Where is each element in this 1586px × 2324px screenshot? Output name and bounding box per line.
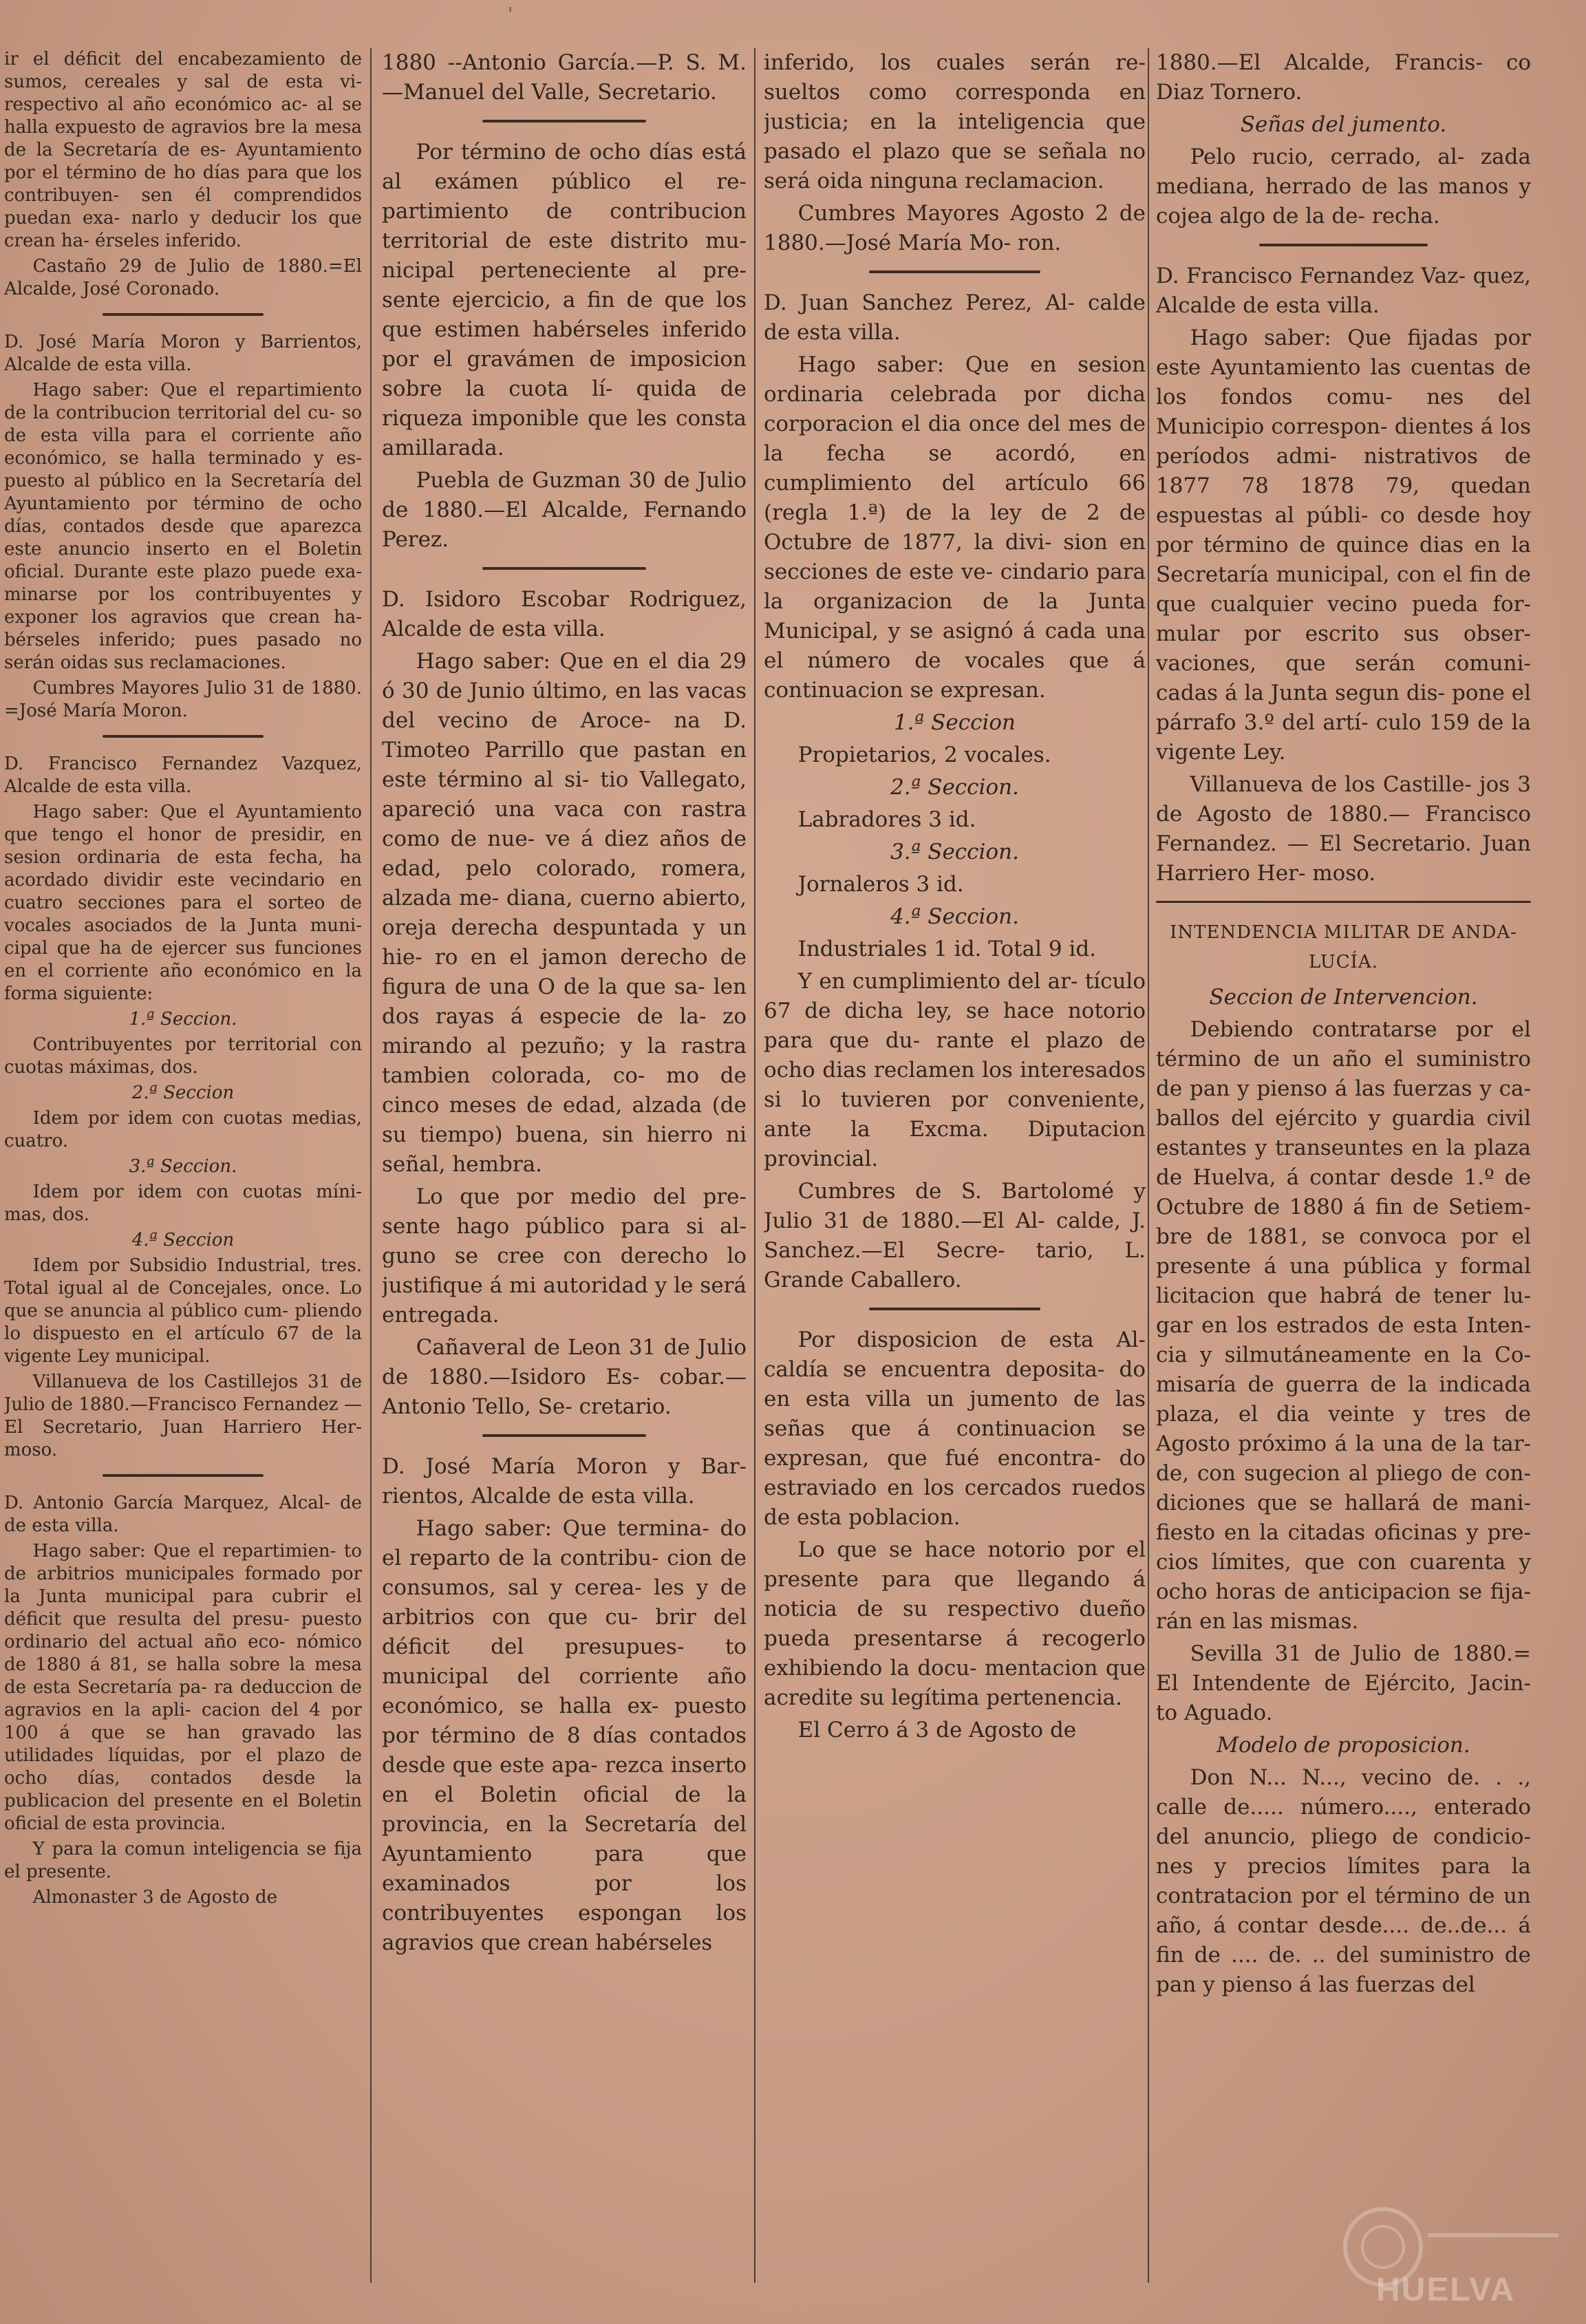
section-heading: Modelo de proposicion.: [1217, 1733, 1470, 1758]
section-heading: Seccion de Intervencion.: [1209, 985, 1478, 1010]
paragraph: Hago saber: Que el Ayuntamiento que tengo el honor de presidir, en sesion ordinaria de esta fecha, ha acordado dividir este vecindario en cuatro secciones para el sorteo de vocales asociados de la Junta muni- cipal que ha de ejercer sus funciones en el corriente año económico en la forma siguiente:: [4, 802, 362, 1004]
paragraph: inferido, los cuales serán re- sueltos como corresponda en justicia; en la inteligencia que pasado el plazo que se señala no será oida ninguna reclamacion.: [764, 50, 1146, 193]
paragraph: Cumbres Mayores Agosto 2 de 1880.—José María Mo- ron.: [764, 201, 1146, 255]
paragraph: Lo que por medio del pre- sente hago público para si al- guno se cree con derecho lo justifique á mi autoridad y le será entregada.: [382, 1184, 747, 1328]
paragraph: D. Antonio García Marquez, Alcal- de de esta villa.: [4, 1493, 362, 1536]
paragraph: Idem por idem con cuotas míni- mas, dos.: [4, 1182, 362, 1225]
paragraph: Debiendo contratarse por el término de un año el suministro de pan y pienso á las fuerzas y ca- ballos del ejército y guardia civil estantes y transeuntes en la plaza de Huelva, á contar desde 1.º de Octubre de 1880 á fin de Setiem- bre de 1881, se convoca por el presente á una pública y formal licitacion que habrá de tener lu- gar en los estrados de esta Inten- cia y silmutáneamente en la Co- misaría de guerra de la indicada plaza, el dia veinte y tres de Agosto próximo á la una de la tar- de, con sugecion al pliego de con- diciones que se hallará de mani- fiesto en la citadas oficinas y pre- cios límites, que con cuarenta y ocho horas de anticipacion se fija- rán en las mismas.: [1156, 1017, 1531, 1634]
paragraph: D. Francisco Fernandez Vaz- quez, Alcalde de esta villa.: [1156, 264, 1531, 318]
paragraph: Idem por idem con cuotas medias, cuatro.: [4, 1108, 362, 1151]
paragraph: Cañaveral de Leon 31 de Julio de 1880.—Isidoro Es- cobar.—Antonio Tello, Se- cretario.: [382, 1335, 747, 1419]
paragraph: 1880.—El Alcalde, Francis- co Diaz Tornero.: [1156, 50, 1531, 105]
separator-rule: [103, 1474, 264, 1477]
paragraph: Hago saber: Que en sesion ordinaria celebrada por dicha corporacion el dia once del mes de la fecha se acordó, en cumplimiento del artículo 66 (regla 1.ª) de la ley de 2 de Octubre de 1877, la divi- sion en secciones de este ve- cindario para la organizacion de la Junta Municipal, y se asignó á cada una el número de vocales que á continuacion se expresan.: [764, 352, 1146, 703]
paragraph: Hago saber: Que el repartimiento de la contribucion territorial del cu- so de esta villa para el corriente año económico, se halla terminado y es- puesto al público en la Secretaría del Ayuntamiento por término de ocho días, contados desde que aparezca este anuncio inserto en el Boletin oficial. Durante este plazo puede exa- minarse por los contribuyentes y exponer los agravios que crean ha- bérseles inferido; pues pasado no serán oidas sus reclamaciones.: [4, 380, 362, 673]
column-4: [1156, 48, 1531, 2296]
paragraph: ir el déficit del encabezamiento de sumos, cereales y sal de esta vi- respectivo al año económico ac- al se halla expuesto de agravios bre la mesa de la Secretaría de es- Ayuntamiento por el término de ho días para que los contribuyen- sen él comprendidos puedan exa- narlo y deducir los que crean ha- érseles inferido.: [4, 49, 362, 251]
paragraph: Y en cumplimiento del ar- tículo 67 de dicha ley, se hace notorio para que du- rante el plazo de ocho dias reclamen los interesados si lo tuvieren por conveniente, ante la Excma. Diputacion provincial.: [764, 969, 1146, 1171]
separator-rule: [869, 270, 1041, 273]
column-rule-1: [370, 48, 372, 2283]
paragraph: Idem por Subsidio Industrial, tres. Total igual al de Concejales, once. Lo que se anuncia al público cum- pliendo lo dispuesto en el artículo 67 de la vigente Ley municipal.: [4, 1255, 362, 1367]
paragraph: Por término de ocho días está al exámen público el re- partimiento de contribucion territorial de este distrito mu- nicipal perteneciente al pre- sente ejercicio, a fin de que los que estimen habérseles inferido por el gravámen de imposicion sobre la cuota lí- quida de riqueza imponible que les consta amillarada.: [382, 140, 747, 460]
huelva-watermark-text: HUELVA: [1376, 2272, 1516, 2308]
separator-rule: [1156, 901, 1531, 903]
paragraph: Lo que se hace notorio por el presente para que llegando á noticia de su respectivo dueño pueda presentarse á recogerlo exhibiendo la docu- mentacion que acredite su legítima pertenencia.: [764, 1537, 1146, 1710]
paragraph: Y para la comun inteligencia se fija el presente.: [4, 1839, 362, 1882]
section-heading: 2.ª Seccion: [131, 1083, 235, 1103]
section-heading: INTENDENCIA MILITAR DE ANDA- LUCÍA.: [1170, 922, 1517, 972]
paragraph: Pelo rucio, cerrado, al- zada mediana, herrado de las manos y cojea algo de la de- recha.: [1156, 145, 1531, 228]
paragraph: D. José María Moron y Bar- rientos, Alcalde de esta villa.: [382, 1454, 747, 1509]
section-heading: 3.ª Seccion.: [129, 1156, 237, 1177]
paragraph: Castaño 29 de Julio de 1880.=El Alcalde, José Coronado.: [4, 256, 362, 299]
section-heading: 1.ª Seccion.: [129, 1009, 237, 1030]
paragraph: Industriales 1 id. Total 9 id.: [797, 937, 1097, 961]
separator-rule: [869, 1308, 1041, 1310]
paragraph: Almonaster 3 de Agosto de: [32, 1887, 278, 1908]
paragraph: Villanueva de los Castille- jos 3 de Agosto de 1880.— Francisco Fernandez. — El Secretario. Juan Harriero Her- moso.: [1156, 772, 1531, 886]
paragraph: Labradores 3 id.: [797, 807, 976, 832]
paragraph: Villanueva de los Castillejos 31 de Julio de 1880.—Francisco Fernandez —El Secretario, Juan Harriero Her- moso.: [4, 1372, 362, 1460]
paragraph: Hago saber: Que en el dia 29 ó 30 de Junio último, en las vacas del vecino de Aroce- na D. Timoteo Parrillo que pastan en este término al si- tio Vallegato, apareció una vaca con rastra como de nue- ve á diez años de edad, pelo colorado, romera, alzada me- diana, cuerno abierto, oreja derecha despuntada y un hie- ro en el jamon derecho de figura de una O de la que sa- len dos rayas á especie de la- zo mirando al pezuño; y la rastra tambien colorada, co- mo de cinco meses de edad, alzada (de su tiempo) buena, sin hierro ni señal, hembra.: [382, 649, 747, 1177]
paragraph: Don N... N..., vecino de. . ., calle de..... número...., enterado del anuncio, pliego de condicio- nes y precios límites para la contratacion por el término de un año, á contar desde.... de..de... á fin de .... de. .. del suministro de pan y pienso á las fuerzas del: [1156, 1765, 1531, 1997]
paragraph: Hago saber: Que termina- do el reparto de la contribu- cion de consumos, sal y cerea- les y de arbitrios con que cu- brir del déficit del presupues- to municipal del corriente año económico, se halla ex- puesto por término de 8 días contados desde que este apa- rezca inserto en el Boletin oficial de la provincia, en la Secretaría del Ayuntamiento para que examinados por los contribuyentes espongan los agravios que crean habérseles: [382, 1516, 747, 1955]
paragraph: D. Juan Sanchez Perez, Al- calde de esta villa.: [764, 290, 1146, 345]
paragraph: Hago saber: Que fijadas por este Ayuntamiento las cuentas de los fondos comu- nes del Municipio correspon- dientes á los períodos admi- nistrativos de 1877 78 1878 79, quedan espuestas al públi- co desde hoy por término de quince dias en la Secretaría municipal, con el fin de que cualquier vecino pueda for- mular por escrito sus obser- vaciones, que serán comuni- cadas á la Junta segun dis- pone el párrafo 3.º del artí- culo 159 de la vigente Ley.: [1156, 326, 1531, 765]
separator-rule: [482, 1434, 647, 1437]
paragraph: D. Francisco Fernandez Vazquez, Alcalde de esta villa.: [4, 754, 362, 797]
paragraph: Propietarios, 2 vocales.: [797, 743, 1051, 767]
paragraph: 1880 --Antonio García.—P. S. M. —Manuel del Valle, Secretario.: [382, 50, 747, 105]
separator-rule: [1259, 244, 1428, 246]
section-heading: 2.ª Seccion.: [890, 775, 1019, 800]
column-3: [764, 48, 1146, 2296]
paragraph: Puebla de Guzman 30 de Julio de 1880.—El Alcalde, Fernando Perez.: [382, 468, 747, 552]
paragraph: El Cerro á 3 de Agosto de: [797, 1718, 1077, 1742]
section-heading: 3.ª Seccion.: [890, 840, 1019, 864]
paragraph: Sevilla 31 de Julio de 1880.= El Intendente de Ejército, Jacin- to Aguado.: [1156, 1641, 1531, 1725]
page-mark: ': [508, 4, 513, 25]
column-rule-2: [754, 48, 756, 2283]
paragraph: D. José María Moron y Barrientos, Alcalde de esta villa.: [4, 332, 362, 375]
section-heading: 1.ª Seccion: [893, 710, 1016, 735]
separator-rule: [103, 313, 264, 316]
column-1: [4, 48, 362, 2296]
paragraph: D. Isidoro Escobar Rodriguez, Alcalde de esta villa.: [382, 587, 747, 641]
paragraph: Cumbres Mayores Julio 31 de 1880. =José María Moron.: [4, 678, 362, 721]
paragraph: Jornaleros 3 id.: [797, 872, 964, 897]
section-heading: Señas del jumento.: [1240, 112, 1447, 137]
column-2: [382, 48, 747, 2296]
paragraph: Hago saber: Que el repartimien- to de arbitrios municipales formado por la Junta municipal para cubrir el déficit que resulta del presu- puesto ordinario del actual año eco- nómico de 1880 á 81, se halla sobre la mesa de esta Secretaría pa- ra deduccion de agravios en la apli- cacion del 4 por 100 á que se han gravado las utilidades líquidas, por el plazo de ocho días, contados desde la publicacion del presente en el Boletin oficial de esta provincia.: [4, 1541, 362, 1834]
separator-rule: [103, 735, 264, 738]
section-heading: 4.ª Seccion.: [890, 904, 1019, 929]
paragraph: Contribuyentes por territorial con cuotas máximas, dos.: [4, 1034, 362, 1078]
separator-rule: [482, 567, 647, 570]
column-rule-3: [1148, 48, 1149, 2283]
separator-rule: [482, 120, 647, 122]
section-heading: 4.ª Seccion: [131, 1230, 235, 1250]
paragraph: Por disposicion de esta Al- caldía se encuentra deposita- do en esta villa un jumento de las señas que á continuacion se expresan, que fué encontra- do estraviado en los cercados ruedos de esta poblacion.: [764, 1328, 1146, 1530]
paragraph: Cumbres de S. Bartolomé y Julio 31 de 1880.—El Al- calde, J. Sanchez.—El Secre- tario, L. Grande Caballero.: [764, 1179, 1146, 1292]
